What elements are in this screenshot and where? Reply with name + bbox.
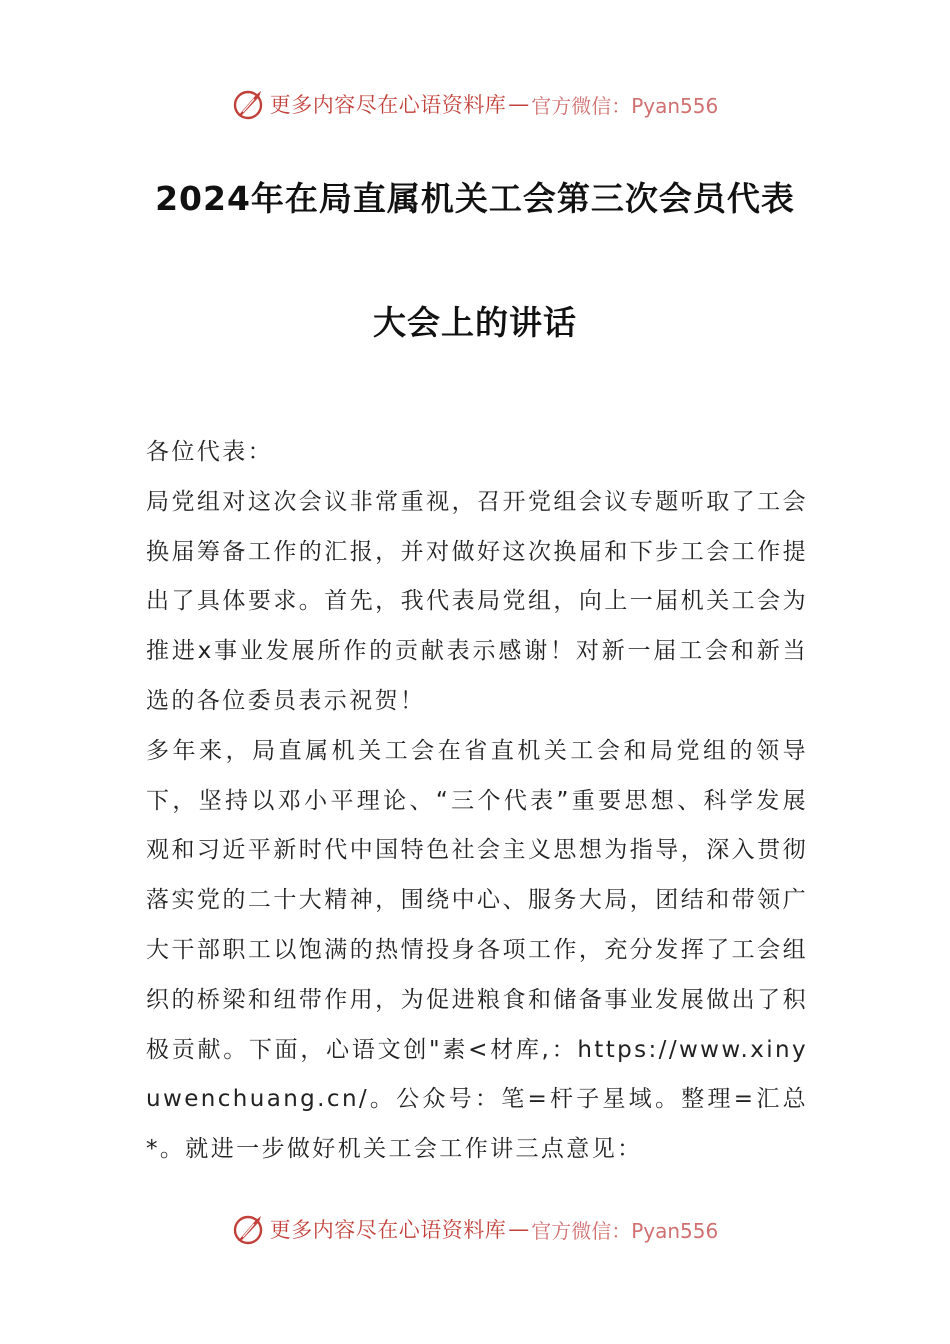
paragraph: 多年来，局直属机关工会在省直机关工会和局党组的领导下，坚持以邓小平理论、“三个代表”重要思想、科学发展观和习近平新时代中国特色社会主义思想为指导，深入贯彻落实党的二十大精神，围绕中心、服务大局，团结和带领广大干部职工以饱满的热情投身各项工作，充分发挥了工会组织的桥梁和纽带作用，为促进粮食和储备事业发展做出了积极贡献。下面，心语文创"素<材库,：https://www.xinyuwenchuang.cn/。公众号：笔=杆子星域。整理=汇总*。就进一步做好机关工会工作讲三点意见： <box>146 737 808 1163</box>
quill-pen-logo-icon <box>232 87 266 121</box>
footer-watermark-banner <box>0 1209 950 1249</box>
banner-contact: 官方微信：Pyan556 <box>531 1218 719 1243</box>
banner-text: 更多内容尽在心语资料库 <box>269 93 507 117</box>
document-title-line-2: 大会上的讲话 <box>373 303 577 342</box>
document-body <box>146 428 808 1175</box>
banner-text: 更多内容尽在心语资料库 <box>269 1218 507 1242</box>
paragraph: 局党组对这次会议非常重视，召开党组会议专题听取了工会换届筹备工作的汇报，并对做好这次换届和下步工会工作提出了具体要求。首先，我代表局党组，向上一届机关工会为推进x事业发展所作的贡献表示感谢！对新一届工会和新当选的各位委员表示祝贺！ <box>146 488 808 714</box>
salutation: 各位代表： <box>146 439 273 465</box>
quill-pen-logo-icon <box>232 1212 266 1246</box>
banner-separator: — <box>508 1217 530 1241</box>
document-title-line-1: 2024年在局直属机关工会第三次会员代表 <box>155 179 795 218</box>
header-watermark-banner <box>0 84 950 124</box>
banner-separator: — <box>508 92 530 116</box>
banner-contact: 官方微信：Pyan556 <box>531 93 719 118</box>
